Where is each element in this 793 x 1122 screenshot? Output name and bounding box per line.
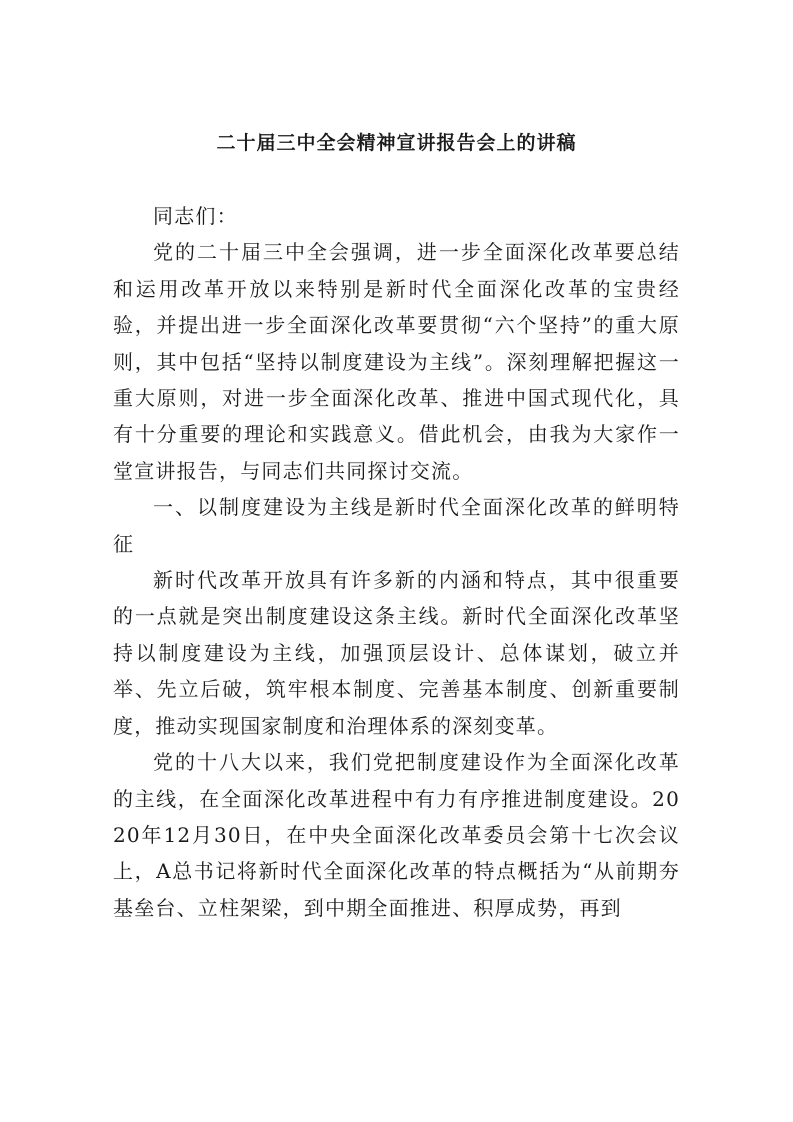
paragraph-history: 党的十八大以来，我们党把制度建设作为全面深化改革的主线，在全面深化改革进程中有力有序推进制度建设。2020年12月30日，在中央全面深化改革委员会第十七次会议上，A总书记将新时代全面深化改革的特点概括为“从前期夯基垒台、立柱架梁，到中期全面推进、积厚成势，再到 — [113, 750, 680, 920]
salutation: 同志们： — [153, 204, 238, 228]
section-heading-1: 一、以制度建设为主线是新时代全面深化改革的鲜明特征 — [113, 495, 680, 556]
paragraph-features: 新时代改革开放具有许多新的内涵和特点，其中很重要的一点就是突出制度建设这条主线。新时代全面深化改革坚持以制度建设为主线，加强顶层设计、总体谋划，破立并举、先立后破，筑牢根本制度、完善基本制度、创新重要制度，推动实现国家制度和治理体系的深刻变革。 — [113, 568, 680, 738]
document-body — [113, 198, 680, 926]
paragraph-intro: 党的二十届三中全会强调，进一步全面深化改革要总结和运用改革开放以来特别是新时代全面深化改革的宝贵经验，并提出进一步全面深化改革要贯彻“六个坚持”的重大原则，其中包括“坚持以制度建设为主线”。深刻理解把握这一重大原则，对进一步全面深化改革、推进中国式现代化，具有十分重要的理论和实践意义。借此机会，由我为大家作一堂宣讲报告，与同志们共同探讨交流。 — [113, 240, 680, 483]
document-title: 二十届三中全会精神宣讲报告会上的讲稿 — [216, 132, 577, 154]
